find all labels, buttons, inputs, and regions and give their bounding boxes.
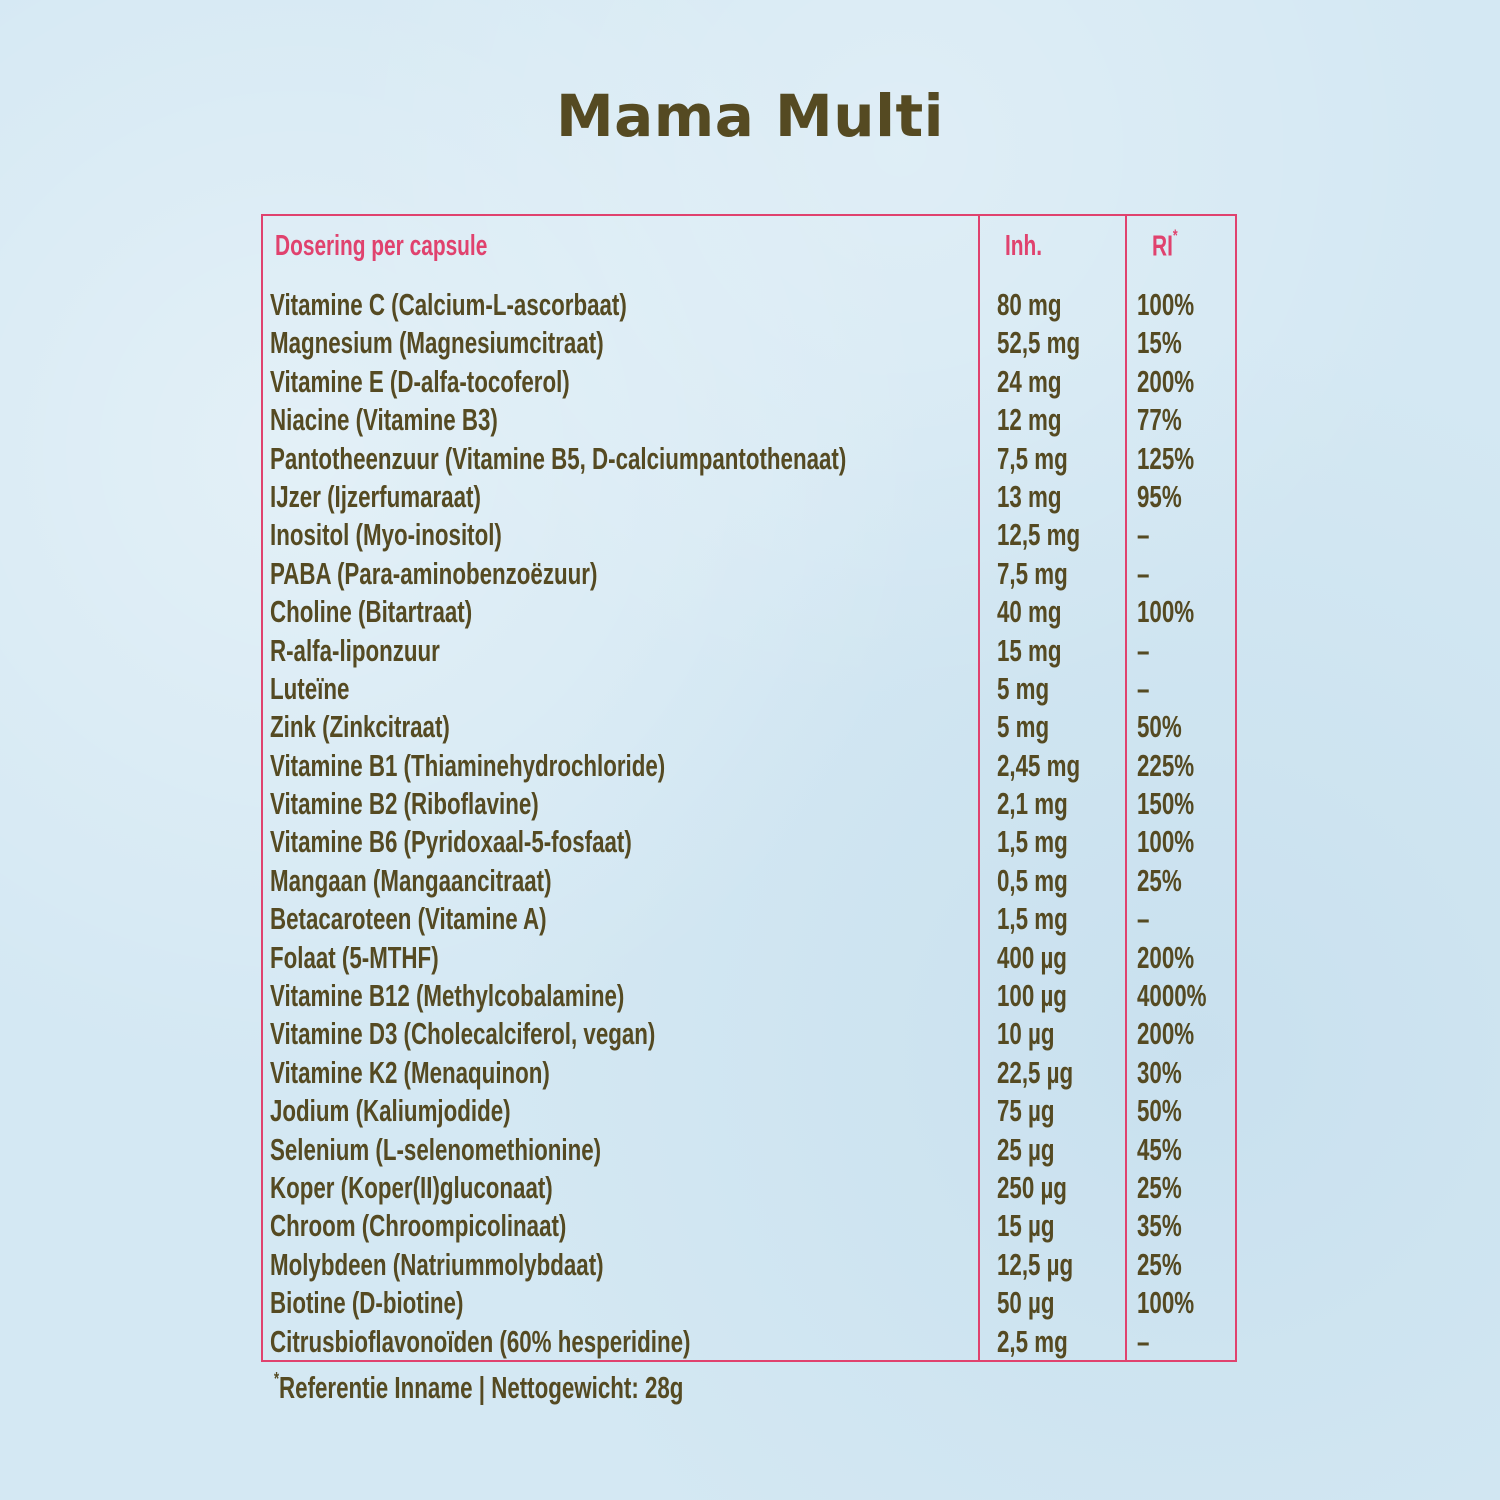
ingredient-name: IJzer (Ijzerfumaraat): [270, 478, 481, 514]
table-row: [263, 747, 1235, 785]
amount-value: 2,5 mg: [997, 1323, 1068, 1359]
amount-value: 15 µg: [997, 1208, 1055, 1244]
ri-value: 150%: [1137, 786, 1195, 822]
ri-value: 4000%: [1137, 978, 1207, 1014]
table-row: [263, 363, 1235, 401]
table-row: [263, 555, 1235, 593]
ri-value: 25%: [1137, 862, 1182, 898]
ri-value: –: [1137, 632, 1150, 668]
amount-value: 22,5 µg: [997, 1054, 1074, 1090]
table-row: [263, 900, 1235, 938]
ingredient-name: Choline (Bitartraat): [270, 594, 473, 630]
ri-value: 200%: [1137, 1016, 1195, 1052]
ri-value: 15%: [1137, 325, 1182, 361]
ri-value: –: [1137, 555, 1150, 591]
ri-value: 200%: [1137, 363, 1195, 399]
footnote: [274, 1370, 683, 1406]
ri-value: 200%: [1137, 939, 1195, 975]
ri-value: 225%: [1137, 747, 1195, 783]
ingredient-name: Vitamine B12 (Methylcobalamine): [270, 978, 625, 1014]
nutrition-table: [261, 214, 1237, 1362]
ingredient-name: Betacaroteen (Vitamine A): [270, 901, 547, 937]
amount-value: 13 mg: [997, 478, 1062, 514]
ri-value: 25%: [1137, 1169, 1182, 1205]
amount-value: 5 mg: [997, 670, 1050, 706]
table-row: [263, 823, 1235, 861]
table-row: [263, 1131, 1235, 1169]
amount-value: 7,5 mg: [997, 555, 1068, 591]
ingredient-name: Inositol (Myo-inositol): [270, 517, 502, 553]
ri-value: 100%: [1137, 287, 1195, 322]
amount-value: 250 µg: [997, 1169, 1067, 1205]
header-amount: Inh.: [1005, 230, 1043, 262]
table-row: [263, 1323, 1235, 1361]
table-body: [263, 286, 1235, 1361]
ri-value: 95%: [1137, 478, 1182, 514]
table-row: [263, 593, 1235, 631]
ingredient-name: Luteïne: [270, 670, 350, 706]
ri-value: –: [1137, 901, 1150, 937]
table-row: [263, 670, 1235, 708]
ri-value: 50%: [1137, 1093, 1182, 1129]
amount-value: 40 mg: [997, 594, 1062, 630]
ingredient-name: Vitamine B6 (Pyridoxaal-5-fosfaat): [270, 824, 632, 860]
ingredient-name: Vitamine D3 (Cholecalciferol, vegan): [270, 1016, 656, 1052]
amount-value: 50 µg: [997, 1285, 1055, 1321]
ingredient-name: Vitamine C (Calcium-L-ascorbaat): [270, 287, 627, 322]
table-row: [263, 324, 1235, 362]
table-row: [263, 401, 1235, 439]
table-row: [263, 440, 1235, 478]
table-row: [263, 862, 1235, 900]
amount-value: 1,5 mg: [997, 901, 1068, 937]
ingredient-name: Jodium (Kaliumjodide): [270, 1093, 511, 1129]
table-row: [263, 785, 1235, 823]
ingredient-name: R-alfa-liponzuur: [270, 632, 440, 668]
table-row: [263, 1284, 1235, 1322]
amount-value: 52,5 mg: [997, 325, 1081, 361]
amount-value: 12,5 µg: [997, 1246, 1074, 1282]
table-row: [263, 1015, 1235, 1053]
ri-value: 125%: [1137, 440, 1195, 476]
ingredient-name: Vitamine B1 (Thiaminehydrochloride): [270, 747, 666, 783]
ingredient-name: Vitamine K2 (Menaquinon): [270, 1054, 550, 1090]
ingredient-name: Selenium (L-selenomethionine): [270, 1131, 602, 1167]
table-row: [263, 708, 1235, 746]
amount-value: 400 µg: [997, 939, 1067, 975]
table-row: [263, 478, 1235, 516]
amount-value: 80 mg: [997, 287, 1062, 322]
ingredient-name: Chroom (Chroompicolinaat): [270, 1208, 567, 1244]
ri-value: 100%: [1137, 594, 1195, 630]
amount-value: 2,1 mg: [997, 786, 1068, 822]
amount-value: 25 µg: [997, 1131, 1055, 1167]
ri-value: –: [1137, 1323, 1150, 1359]
page-title: Mama Multi: [555, 82, 945, 150]
table-row: [263, 632, 1235, 670]
header-ri-label: RI: [1152, 230, 1173, 263]
table-row: [263, 286, 1235, 324]
amount-value: 12 mg: [997, 402, 1062, 438]
ingredient-name: Vitamine E (D-alfa-tocoferol): [270, 363, 570, 399]
ri-value: 35%: [1137, 1208, 1182, 1244]
amount-value: 1,5 mg: [997, 824, 1068, 860]
table-row: [263, 977, 1235, 1015]
ri-value: –: [1137, 670, 1150, 706]
ingredient-name: Pantotheenzuur (Vitamine B5, D-calciumpantothenaat): [270, 440, 847, 476]
ri-value: 100%: [1137, 1285, 1195, 1321]
amount-value: 10 µg: [997, 1016, 1055, 1052]
ri-value: 45%: [1137, 1131, 1182, 1167]
amount-value: 0,5 mg: [997, 862, 1068, 898]
ri-value: –: [1137, 517, 1150, 553]
ingredient-name: Vitamine B2 (Riboflavine): [270, 786, 539, 822]
header-ingredient: Dosering per capsule: [275, 230, 488, 262]
ingredient-name: Citrusbioflavonoïden (60% hesperidine): [270, 1323, 691, 1359]
ingredient-name: Niacine (Vitamine B3): [270, 402, 498, 438]
amount-value: 75 µg: [997, 1093, 1055, 1129]
table-row: [263, 939, 1235, 977]
header-ri: [1152, 226, 1178, 264]
ingredient-name: Zink (Zinkcitraat): [270, 709, 450, 745]
amount-value: 100 µg: [997, 978, 1067, 1014]
table-row: [263, 1207, 1235, 1245]
amount-value: 24 mg: [997, 363, 1062, 399]
ri-value: 100%: [1137, 824, 1195, 860]
table-row: [263, 1092, 1235, 1130]
amount-value: 15 mg: [997, 632, 1062, 668]
table-row: [263, 1169, 1235, 1207]
amount-value: 12,5 mg: [997, 517, 1081, 553]
amount-value: 5 mg: [997, 709, 1050, 745]
ri-value: 25%: [1137, 1246, 1182, 1282]
amount-value: 7,5 mg: [997, 440, 1068, 476]
ingredient-name: Biotine (D-biotine): [270, 1285, 464, 1321]
table-row: [263, 1246, 1235, 1284]
ri-value: 30%: [1137, 1054, 1182, 1090]
ingredient-name: Mangaan (Mangaancitraat): [270, 862, 552, 898]
footnote-text: Referentie Inname | Nettogewicht: 28g: [279, 1370, 684, 1405]
ri-value: 77%: [1137, 402, 1182, 438]
table-row: [263, 1054, 1235, 1092]
table-row: [263, 516, 1235, 554]
ingredient-name: PABA (Para-aminobenzoëzuur): [270, 555, 598, 591]
ingredient-name: Molybdeen (Natriummolybdaat): [270, 1246, 604, 1282]
ingredient-name: Folaat (5-MTHF): [270, 939, 439, 975]
ri-value: 50%: [1137, 709, 1182, 745]
ingredient-name: Magnesium (Magnesiumcitraat): [270, 325, 604, 361]
footnote-marker: *: [274, 1368, 280, 1389]
header-ri-marker: *: [1172, 226, 1178, 245]
ingredient-name: Koper (Koper(II)gluconaat): [270, 1169, 553, 1205]
amount-value: 2,45 mg: [997, 747, 1081, 783]
